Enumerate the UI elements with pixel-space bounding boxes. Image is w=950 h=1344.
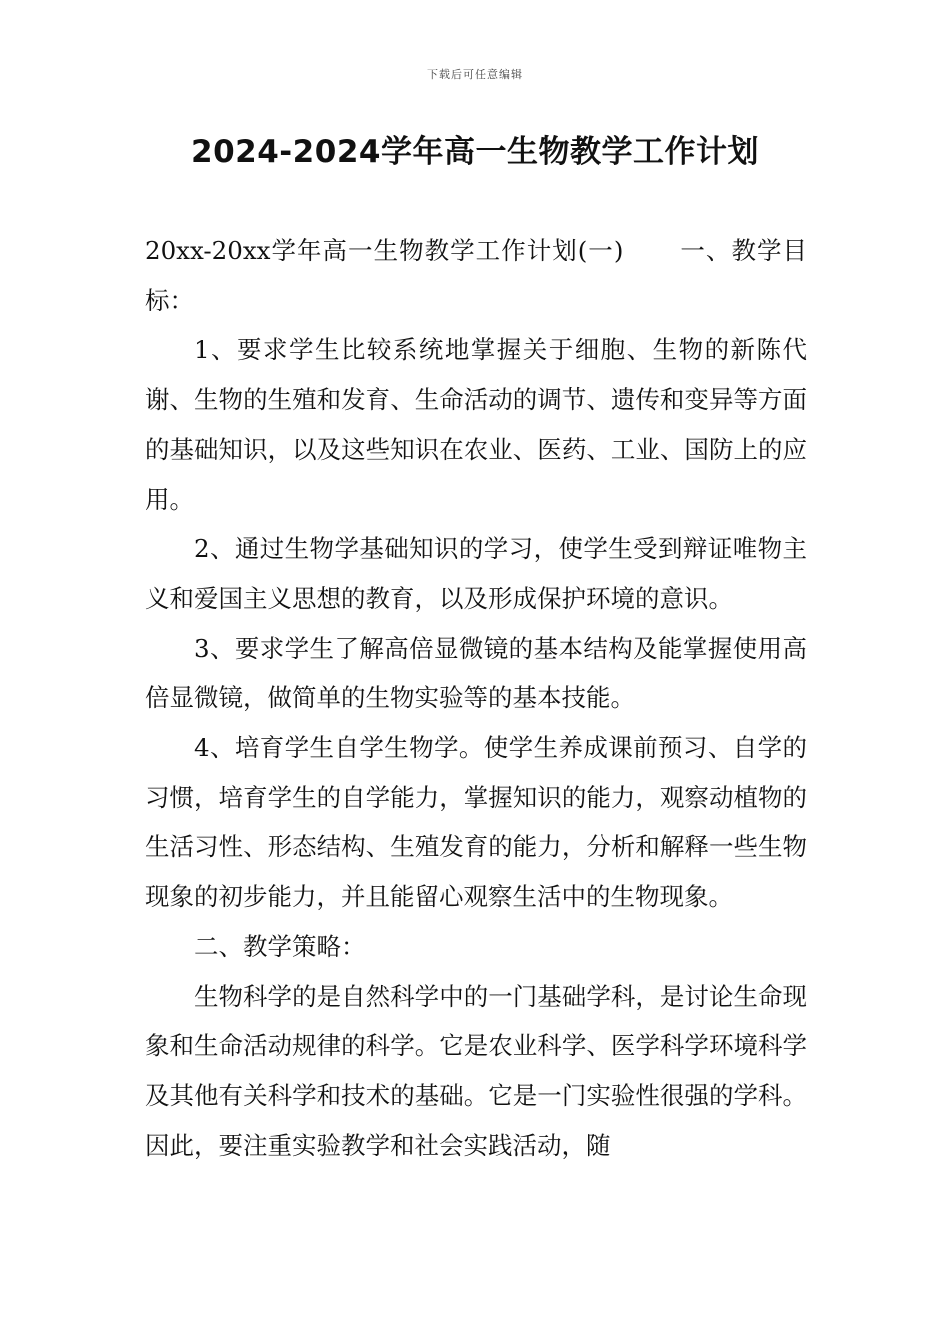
goal-paragraph-1: 1、要求学生比较系统地掌握关于细胞、生物的新陈代谢、生物的生殖和发育、生命活动的调节、遗传和变异等方面的基础知识，以及这些知识在农业、医药、工业、国防上的应用。 xyxy=(145,335,807,514)
intro-paragraph xyxy=(145,226,807,325)
goal-paragraph-3: 3、要求学生了解高倍显微镜的基本结构及能掌握使用高倍显微镜，做简单的生物实验等的基本技能。 xyxy=(145,633,807,713)
document-body xyxy=(145,226,807,1170)
section-heading-goals: 一、教学目标： xyxy=(145,236,807,315)
header-note: 下载后可任意编辑 xyxy=(427,68,523,81)
plan-subtitle: 20xx-20xx学年高一生物教学工作计划(一) xyxy=(145,236,624,265)
strategy-paragraph: 生物科学的是自然科学中的一门基础学科，是讨论生命现象和生命活动规律的科学。它是农业科学、医学科学环境科学及其他有关科学和技术的基础。它是一门实验性很强的学科。因此，要注重实验教学和社会实践活动，随 xyxy=(145,981,807,1160)
goal-paragraph-4: 4、培育学生自学生物学。使学生养成课前预习、自学的习惯，培育学生的自学能力，掌握知识的能力，观察动植物的生活习性、形态结构、生殖发育的能力，分析和解释一些生物现象的初步能力，并且能留心观察生活中的生物现象。 xyxy=(145,733,807,912)
goal-paragraph-2: 2、通过生物学基础知识的学习，使学生受到辩证唯物主义和爱国主义思想的教育，以及形成保护环境的意识。 xyxy=(145,534,807,613)
section-heading-strategy: 二、教学策略： xyxy=(194,931,366,961)
document-title: 2024-2024学年高一生物教学工作计划 xyxy=(191,134,759,170)
